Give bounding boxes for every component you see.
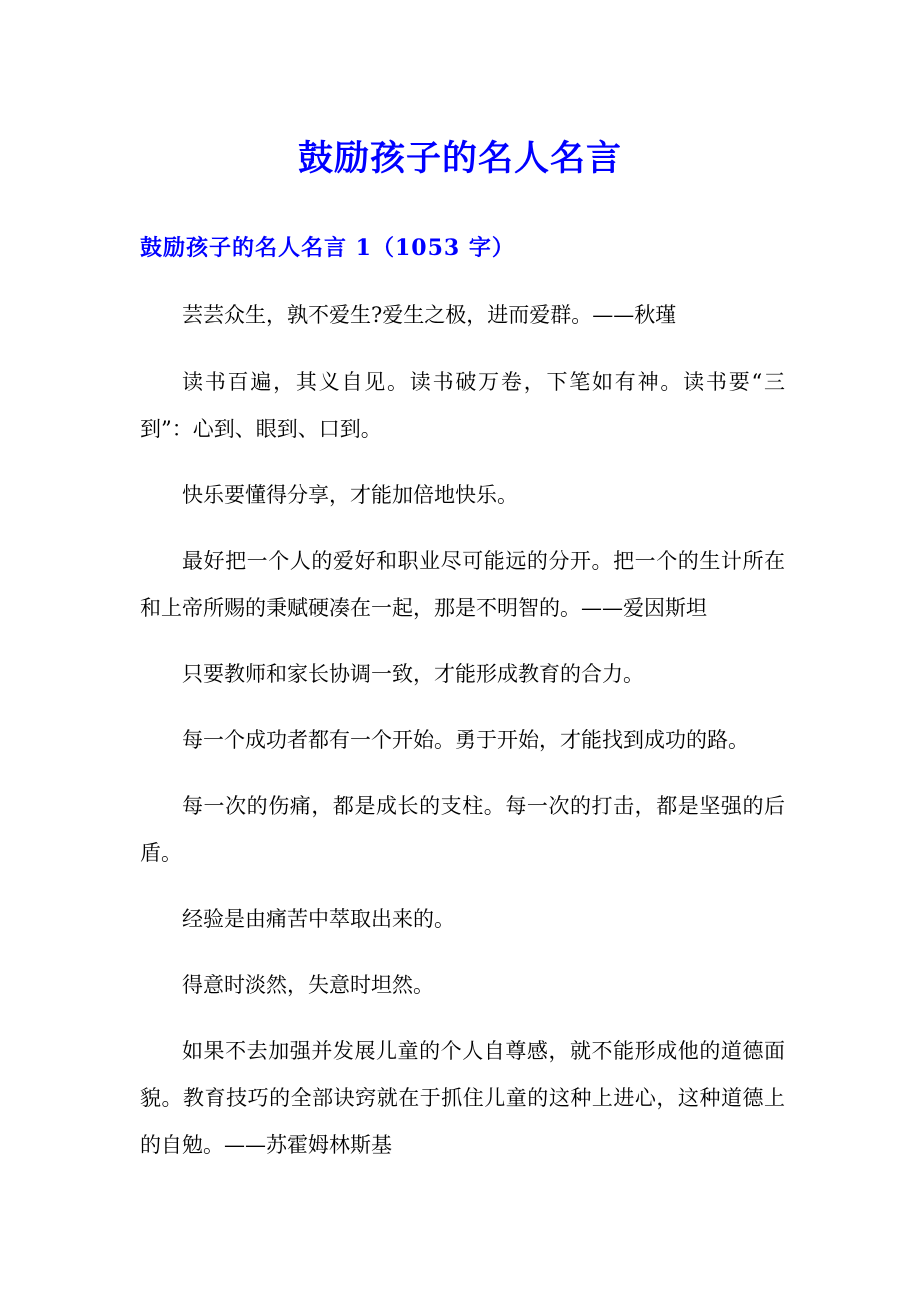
- quote-paragraph-10: 如果不去加强并发展儿童的个人自尊感，就不能形成他的道德面貌。教育技巧的全部诀窍就在于抓住儿童的这种上进心，这种道德上的自勉。——苏霍姆林斯基: [140, 1039, 785, 1157]
- quote-paragraph-5: 只要教师和家长协调一致，才能形成教育的合力。: [182, 662, 644, 686]
- quote-paragraph-1: 芸芸众生，孰不爱生?爱生之极，进而爱群。——秋瑾: [182, 303, 677, 327]
- quote-paragraph-3: 快乐要懂得分享，才能加倍地快乐。: [182, 483, 518, 507]
- document-title: 鼓励孩子的名人名言: [297, 138, 622, 179]
- section-heading: 鼓励孩子的名人名言 1（1053 字）: [140, 235, 515, 261]
- quote-paragraph-2: 读书百遍，其义自见。读书破万卷，下笔如有神。读书要“三到”：心到、眼到、口到。: [140, 370, 785, 441]
- quote-paragraph-4: 最好把一个人的爱好和职业尽可能远的分开。把一个的生计所在和上帝所赐的秉赋硬凑在一起，那是不明智的。——爱因斯坦: [140, 549, 785, 620]
- quote-paragraph-7: 每一次的伤痛，都是成长的支柱。每一次的打击，都是坚强的后盾。: [140, 794, 785, 865]
- quote-paragraph-6: 每一个成功者都有一个开始。勇于开始，才能找到成功的路。: [182, 728, 749, 752]
- quote-paragraph-8: 经验是由痛苦中萃取出来的。: [182, 907, 455, 931]
- quote-paragraph-9: 得意时淡然，失意时坦然。: [182, 973, 434, 997]
